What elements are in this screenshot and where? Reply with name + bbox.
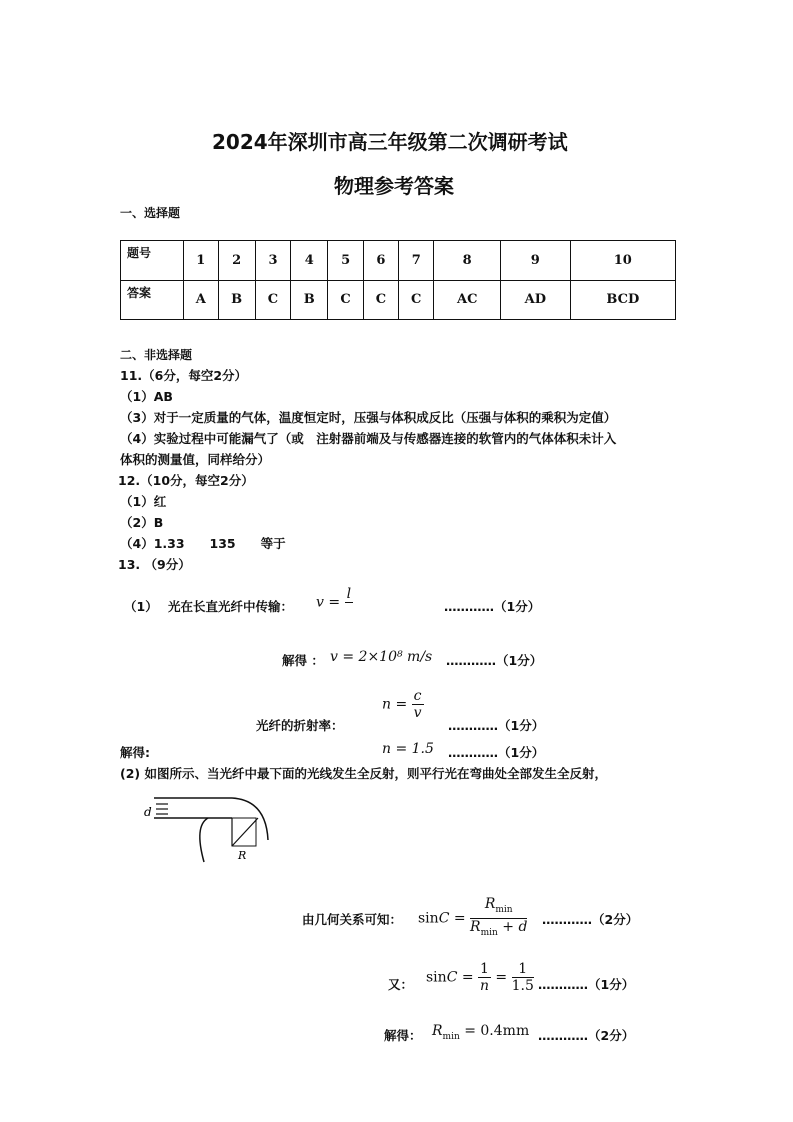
fraction: $\frac{1}{n}$ xyxy=(479,961,490,994)
index-value: n = 1.5 xyxy=(382,741,434,757)
sin-c-formula: sinC = $\frac{1}{n}$ = $\frac{1}{1.5}$ xyxy=(426,961,534,994)
label-d: d xyxy=(144,805,152,819)
index-label: 光纤的折射率： xyxy=(256,718,344,733)
q12-answer-1: （1）红 xyxy=(120,494,167,509)
table-cell: 8 xyxy=(434,241,501,281)
q11-answer-3: （3）对于一定质量的气体，温度恒定时，压强与体积成反比（压强与体积的乘积为定值） xyxy=(120,410,617,425)
table-cell: BCD xyxy=(570,280,675,320)
table-cell: AC xyxy=(434,280,501,320)
page-title: 2024年深圳市高三年级第二次调研考试 xyxy=(212,130,568,154)
rmin-result: $R_{min} = 0.4mm$ xyxy=(432,1023,530,1042)
score-mark: …………（1分） xyxy=(538,977,635,992)
incidence-line xyxy=(232,818,258,846)
table-cell: B xyxy=(291,280,328,320)
score-mark: …………（2分） xyxy=(538,1028,635,1043)
q12-answer-4: （4）1.33 135 等于 xyxy=(120,536,286,551)
fraction: $\frac{R_{min}}{R_{min} + d}$ xyxy=(470,896,528,938)
table-cell: 6 xyxy=(363,241,398,281)
speed-value: v = 2×10⁸ m/s xyxy=(330,649,433,665)
fiber-inner-arc xyxy=(200,818,208,862)
q11-answer-1: （1）AB xyxy=(120,389,173,404)
solve-label: 解得 ： xyxy=(282,653,324,668)
q13-part1-text: 光在长直光纤中传输： xyxy=(168,599,294,614)
solve-label: 解得: xyxy=(120,745,150,760)
score-mark: …………（2分） xyxy=(542,912,639,927)
geometry-label: 由几何关系可知： xyxy=(302,912,403,927)
fraction: $\frac{1}{1.5}$ xyxy=(511,961,534,994)
rmin-value: = 0.4mm xyxy=(464,1023,530,1039)
table-cell: 1 xyxy=(184,241,219,281)
table-cell: C xyxy=(255,280,290,320)
critical-angle-formula: sinC = $\frac{R_{min}}{R_{min} + d}$ xyxy=(418,896,527,941)
table-cell: C xyxy=(328,280,363,320)
table-cell: AD xyxy=(501,280,571,320)
q13-heading: 13. （9分） xyxy=(118,557,191,572)
table-cell: 10 xyxy=(570,241,675,281)
table-cell: C xyxy=(399,280,434,320)
section-nonchoice-heading: 二、非选择题 xyxy=(120,348,193,362)
table-cell: 2 xyxy=(218,241,255,281)
q11-heading: 11.（6分，每空2分） xyxy=(120,368,248,383)
q12-heading: 12.（10分，每空2分） xyxy=(118,473,254,488)
q11-answer-4-line2: 体积的测量值，同样给分） xyxy=(120,452,271,467)
table-row xyxy=(121,280,676,320)
table-row-header: 答案 xyxy=(121,280,184,320)
table-cell: A xyxy=(184,280,219,320)
table-cell: 7 xyxy=(399,241,434,281)
fraction: l xyxy=(346,586,352,602)
index-formula: n = $\frac{c}{v}$ xyxy=(382,688,422,721)
section-choice-heading: 一、选择题 xyxy=(120,206,181,220)
table-cell: 3 xyxy=(255,241,290,281)
table-cell: 4 xyxy=(291,241,328,281)
page-subtitle: 物理参考答案 xyxy=(334,174,454,198)
q13-part1-label: （1） xyxy=(124,599,158,614)
solve-label: 解得： xyxy=(384,1028,422,1043)
score-mark: …………（1分） xyxy=(444,599,541,614)
table-cell: 5 xyxy=(328,241,363,281)
score-mark: …………（1分） xyxy=(448,718,545,733)
q11-answer-4-line1: （4）实验过程中可能漏气了（或 注射器前端及与传感器连接的软管内的气体体积未计入 xyxy=(120,431,617,446)
fiber-bend-diagram xyxy=(138,796,278,866)
fiber-outer-arc xyxy=(232,798,268,840)
again-label: 又： xyxy=(388,977,414,992)
table-cell: 9 xyxy=(501,241,571,281)
q12-answer-2: （2）B xyxy=(120,515,164,530)
fraction: $\frac{c}{v}$ xyxy=(413,688,422,721)
score-mark: …………（1分） xyxy=(448,745,545,760)
table-cell: B xyxy=(218,280,255,320)
label-R: R xyxy=(238,849,247,862)
score-mark: …………（1分） xyxy=(446,653,543,668)
table-cell: C xyxy=(363,280,398,320)
answer-table xyxy=(120,240,676,320)
speed-formula: v = l xyxy=(316,586,353,619)
q13-part2-text: (2) 如图所示、当光纤中最下面的光线发生全反射，则平行光在弯曲处全部发生全反射， xyxy=(120,766,607,781)
table-row xyxy=(121,241,676,281)
table-row-header: 题号 xyxy=(121,241,184,281)
